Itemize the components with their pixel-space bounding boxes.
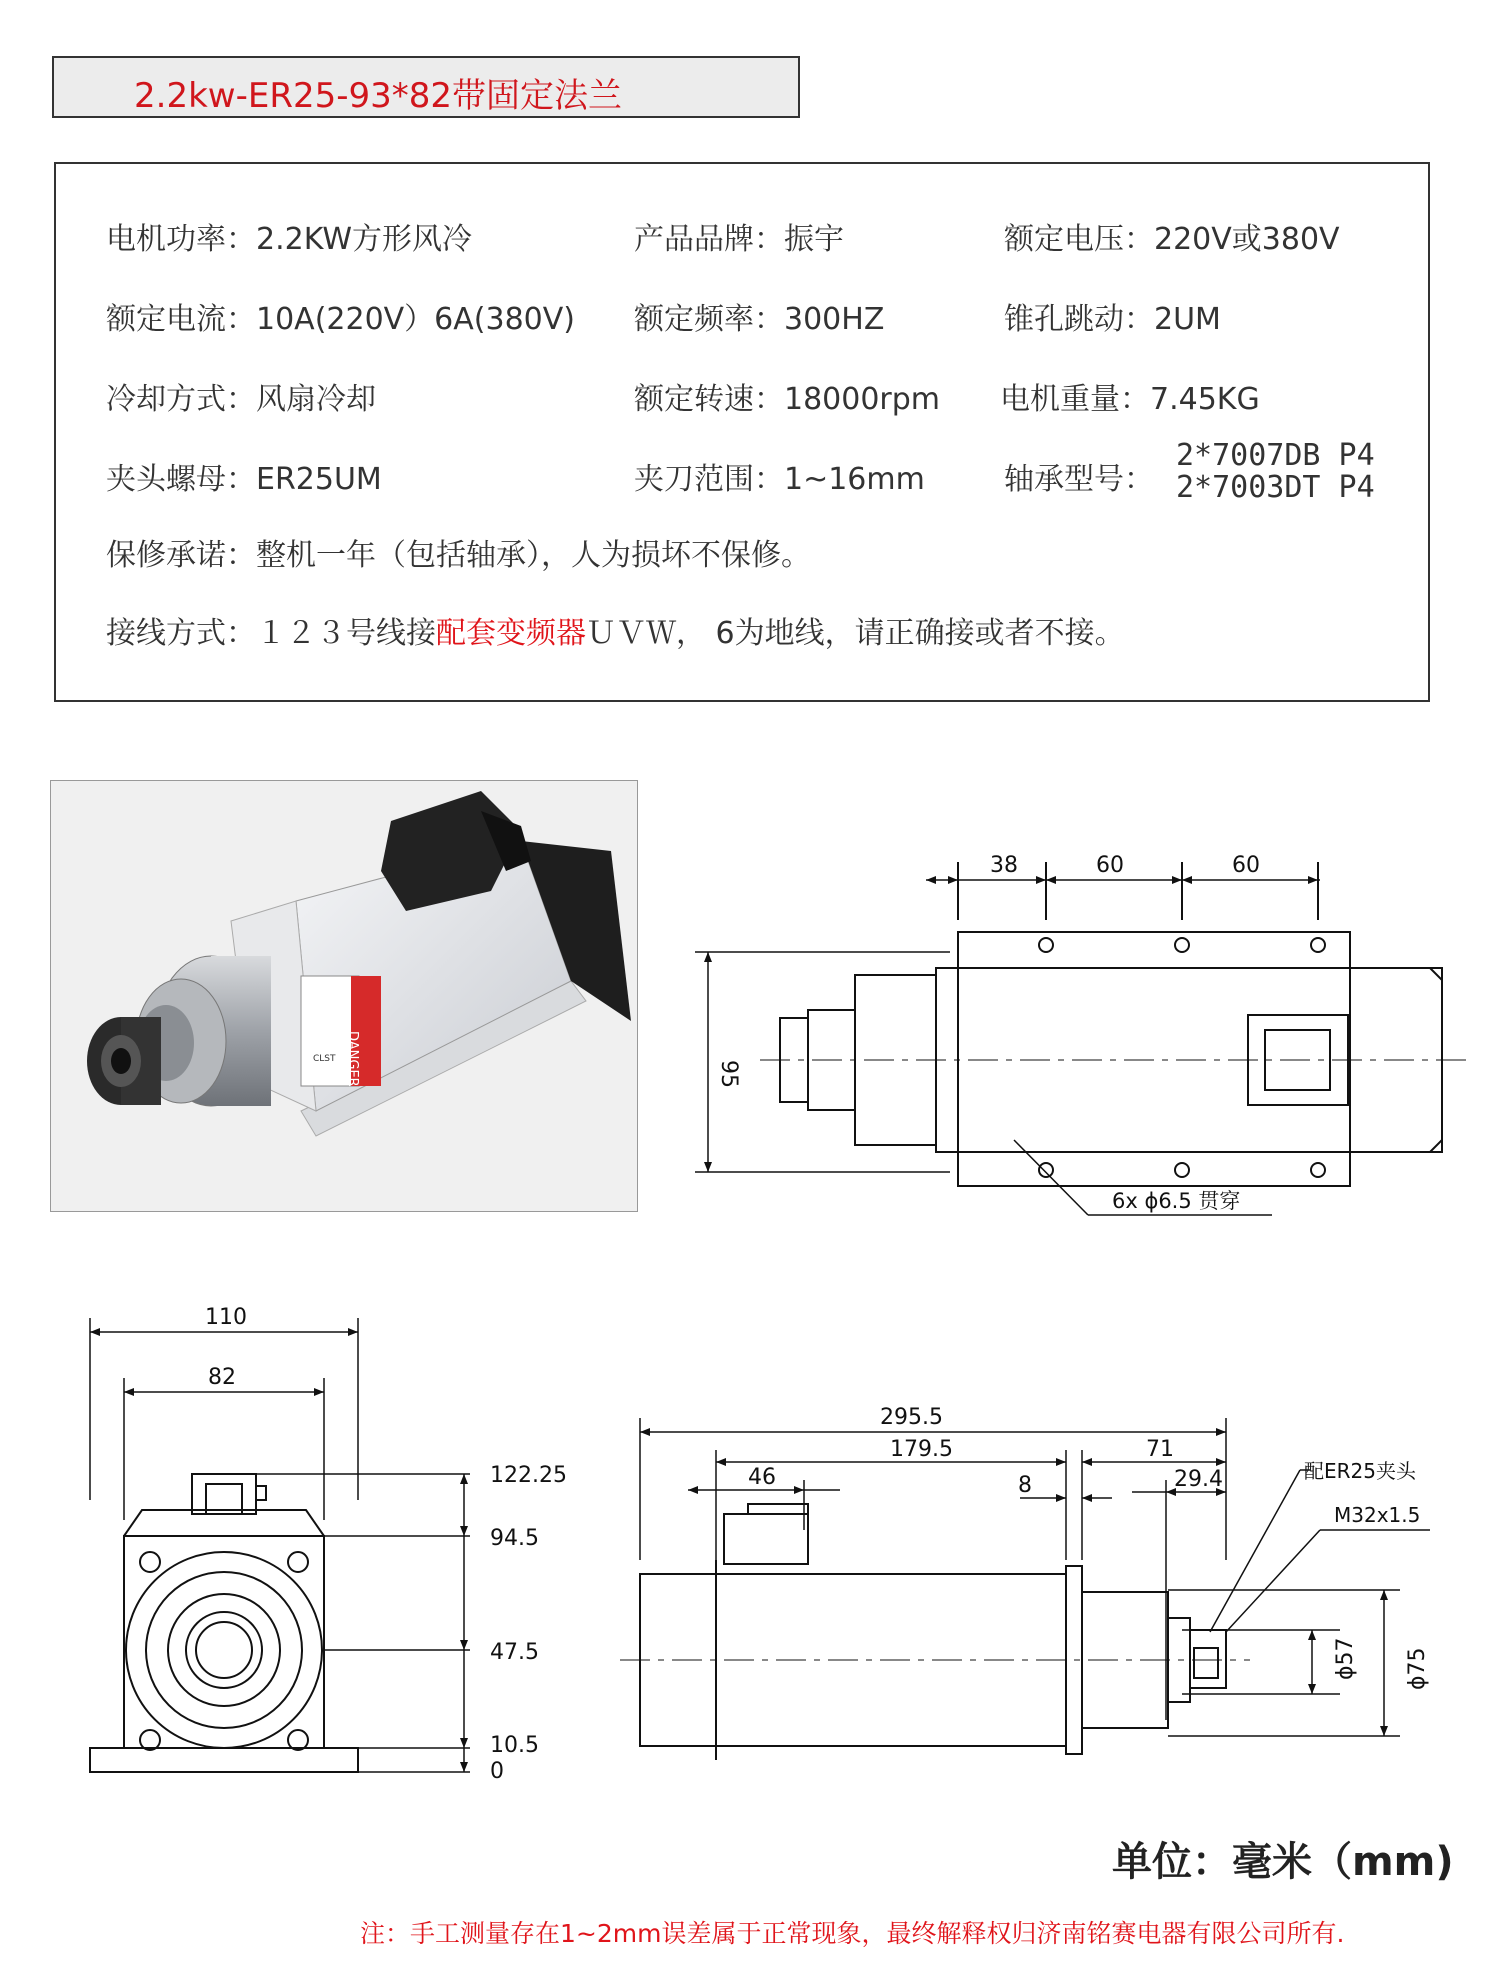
height-122: 122.25 [490,1463,567,1488]
dim-8: 8 [1018,1473,1032,1498]
title-box [52,56,800,118]
wiring-suffix: ＵＶＷ， 6为地线，请正确接或者不接。 [586,616,1125,651]
height-94: 94.5 [490,1526,539,1551]
spec-warranty: 保修承诺：整机一年（包括轴承），人为损坏不保修。 [106,538,811,573]
dim-110: 110 [205,1305,247,1330]
dim-46: 46 [748,1465,776,1490]
spec-runout: 锥孔跳动：2UM [1004,302,1221,337]
height-0: 0 [490,1759,504,1784]
spec-voltage: 额定电压：220V或380V [1004,222,1340,257]
top-view-drawing [680,840,1480,1240]
spec-speed: 额定转速：18000rpm [634,382,941,417]
dim-95: 95 [716,1060,741,1088]
dim-71: 71 [1146,1437,1174,1462]
wiring-prefix: 接线方式：１２３号线接 [106,616,436,651]
collet-label: 配ER25夹头 [1304,1459,1416,1483]
dim-60b: 60 [1232,853,1260,878]
dim-295: 295.5 [880,1405,943,1430]
dim-29: 29.4 [1174,1467,1223,1492]
small-label: CLST [313,1054,336,1064]
dim-179: 179.5 [890,1437,953,1462]
danger-label: DANGER [345,1031,360,1087]
thread-label: M32x1.5 [1334,1503,1421,1527]
spec-current: 额定电流：10A(220V）6A(380V) [106,302,575,337]
height-47: 47.5 [490,1640,539,1665]
dim-82: 82 [208,1365,236,1390]
spec-frequency: 额定频率：300HZ [634,302,885,337]
dim-60a: 60 [1096,853,1124,878]
spec-wiring [106,608,1125,652]
spec-bearing-1: 2*7007DB P4 [1176,438,1375,473]
holes-note: 6x ϕ6.5 贯穿 [1112,1189,1241,1213]
spec-weight: 电机重量：7.45KG [1000,382,1260,417]
spec-collet-nut: 夹头螺母：ER25UM [106,462,382,497]
spec-box [54,162,1430,702]
spec-brand: 产品品牌：振宇 [634,222,844,257]
spec-clamp-range: 夹刀范围：1~16mm [634,462,925,497]
diameter-57: ϕ57 [1333,1637,1358,1680]
spec-bearing-label: 轴承型号： [1004,462,1154,497]
spec-bearing-2: 2*7003DT P4 [1176,470,1375,505]
wiring-highlight: 配套变频器 [436,616,586,651]
dim-38: 38 [990,853,1018,878]
diameter-75: ϕ75 [1405,1647,1430,1690]
spec-cooling: 冷却方式：风扇冷却 [106,382,376,417]
product-photo [50,780,638,1212]
unit-label: 单位：毫米（mm) [1112,1839,1454,1885]
height-10: 10.5 [490,1733,539,1758]
disclaimer-note: 注：手工测量存在1~2mm误差属于正常现象，最终解释权归济南铭赛电器有限公司所有. [360,1919,1345,1948]
page-title: 2.2kw-ER25-93*82带固定法兰 [134,76,623,116]
side-view-drawing [610,1360,1490,1800]
spindle-illustration [51,781,637,1211]
spec-motor-power: 电机功率：2.2KW方形风冷 [106,222,472,257]
front-view-drawing [60,1300,620,1800]
